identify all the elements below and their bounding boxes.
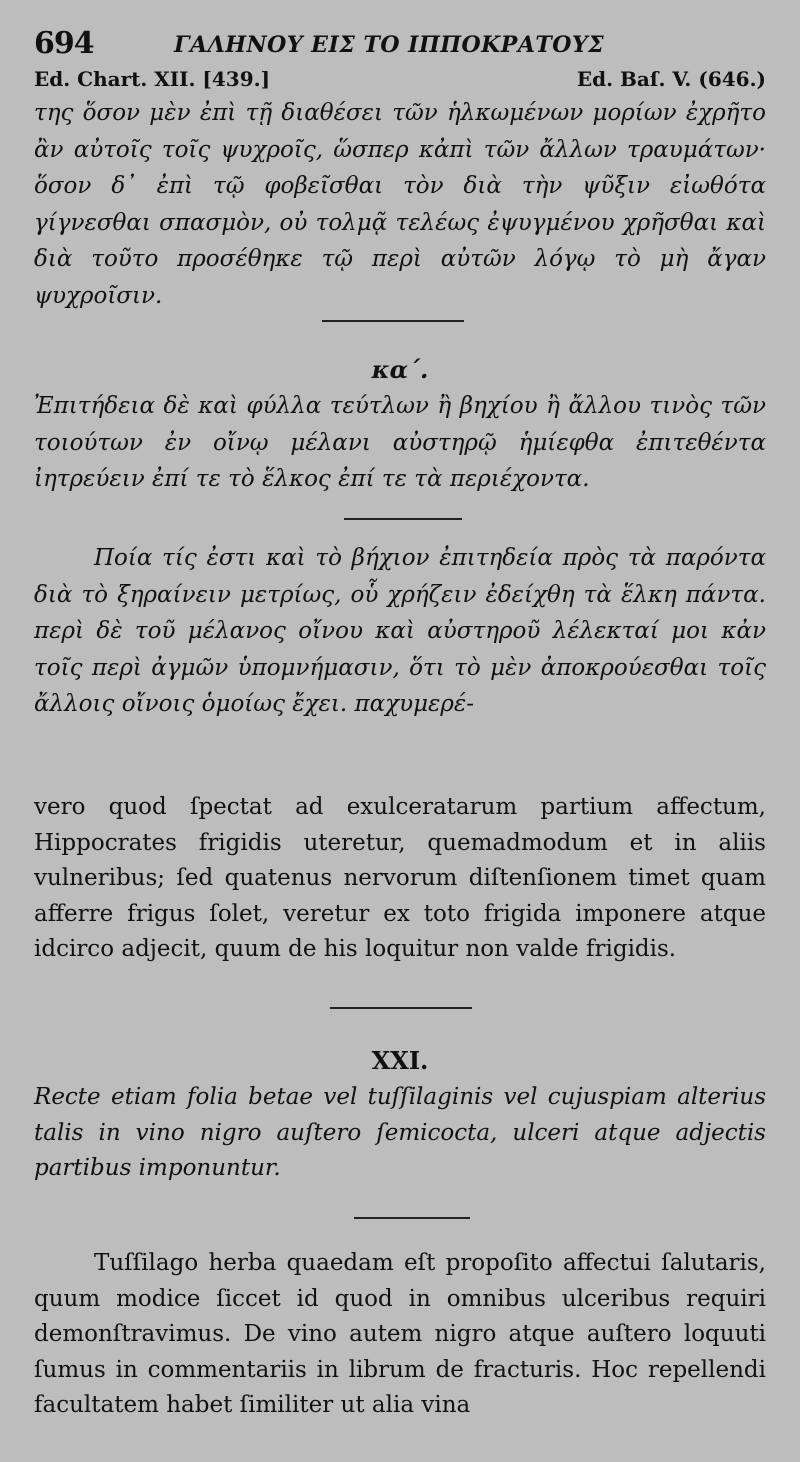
latin-text: vero quod ſpectat ad exulceratarum partium affectum, Hippocrates frigidis uteretur, quemadmodum et in aliis vulneribus; ſed quatenus nervorum diſtenſionem timet quam afferre frigus ſolet, veretur ex toto frigida imponere atque idcirco adjecit, quum de his loquitur non valde frigidis. [34, 794, 766, 962]
latin-commentary [34, 1246, 766, 1424]
page-header [34, 26, 766, 66]
greek-lemma-number: κα΄. [371, 355, 429, 384]
edition-basel: Ed. Baſ. V. (646.) [576, 67, 766, 91]
greek-lemma-text: Ἐπιτήδεια δὲ καὶ φύλλα τεύτλων ἢ βηχίου ἢ ἄλλου τινὸς τῶν τοιούτων ἐν οἴνῳ μέλανι αὐστηρῷ ἡμίεφθα ἐπιτεθέντα ἰητρεύειν ἐπί τε τὸ ἕλκος ἐπί τε τὰ περιέχοντα. [34, 393, 766, 492]
latin-lemma-text: Recte etiam folia betae vel tuſſilaginis vel cujuspiam alterius talis in vino nigro auſtero ſemicocta, ulceri atque adjectis partibus imponuntur. [34, 1084, 766, 1181]
greek-commentary-text: Ποία τίς ἐστι καὶ τὸ βήχιον ἐπιτηδεία πρὸς τὰ παρόντα διὰ τὸ ξηραίνειν μετρίως, οὗ χρήζειν ἐδείχθη τὰ ἕλκη πάντα. περὶ δὲ τοῦ μέλανος οἴνου καὶ αὐστηροῦ λέλεκταί μοι κἀν τοῖς περὶ ἀγμῶν ὑπομνήμασιν, ὅτι τὸ μὲν ἀποκρούεσθαι τοῖς ἄλλοις οἴνοις ὁμοίως ἔχει. παχυμερέ- [34, 545, 766, 717]
section-number: XXI. [371, 1046, 429, 1075]
edition-line [34, 67, 766, 95]
divider-rule [354, 1217, 470, 1219]
running-title: ΓΑΛΗΝΟΥ ΕΙΣ ΤΟ ΙΠΠΟΚΡΑΤΟΥΣ [174, 32, 605, 58]
divider-rule [330, 1007, 472, 1009]
divider-rule [322, 320, 464, 322]
latin-lemma [34, 1080, 766, 1187]
latin-paragraph-continued [34, 790, 766, 968]
greek-commentary [34, 540, 766, 723]
latin-commentary-text: Tuſſilago herba quaedam eſt propoſito affectui ſalutaris, quum modice ſiccet id quod in omnibus ulceribus requiri demonſtravimus. De vino autem nigro atque auſtero loquuti ſumus in commentariis in librum de fracturis. Hoc repellendi facultatem habet ſimiliter ut alia vina [34, 1250, 766, 1418]
greek-lemma [34, 388, 766, 498]
divider-rule [344, 518, 462, 520]
page-number: 694 [34, 26, 94, 61]
edition-chartier: Ed. Chart. XII. [439.] [34, 67, 271, 91]
greek-text: της ὅσον μὲν ἐπὶ τῇ διαθέσει τῶν ἡλκωμένων μορίων ἐχρῆτο ἂν αὐτοῖς τοῖς ψυχροῖς, ὥσπερ κἀπὶ τῶν ἄλλων τραυμάτων· ὅσον δ᾽ ἐπὶ τῷ φοβεῖσθαι τὸν διὰ τὴν ψῦξιν εἰωθότα γίγνεσθαι σπασμὸν, οὐ τολμᾷ τελέως ἐψυγμένου χρῆσθαι καὶ διὰ τοῦτο προσέθηκε τῷ περὶ αὐτῶν λόγῳ τὸ μὴ ἄγαν ψυχροῖσιν. [34, 100, 766, 309]
greek-paragraph-continued [34, 95, 766, 314]
